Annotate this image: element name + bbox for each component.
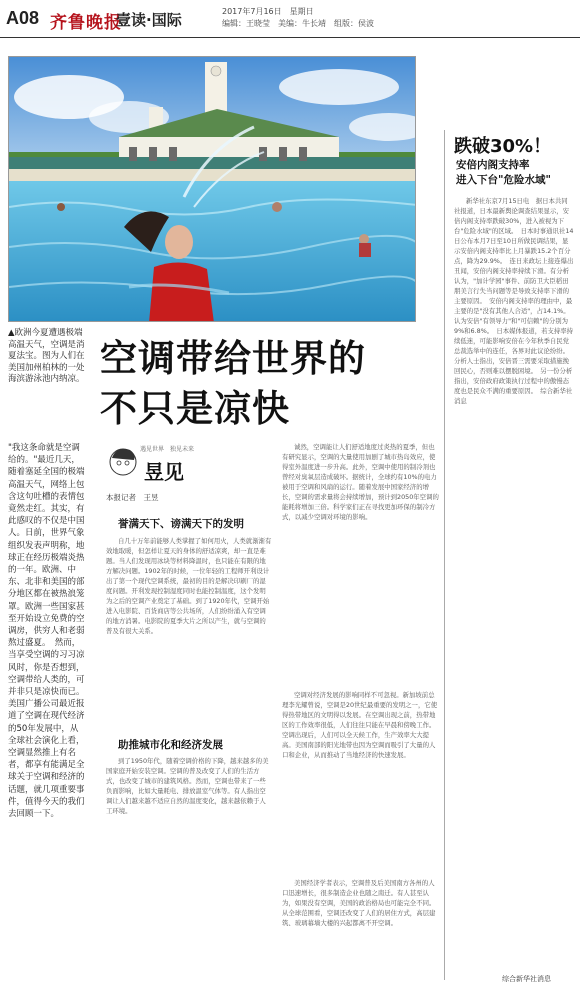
main-headline	[100, 334, 430, 434]
section-title: 壹读·国际	[116, 11, 182, 29]
reporter-line: 本报记者 王昱	[106, 493, 159, 502]
sidebar-title: 跌破30%！	[454, 136, 552, 157]
body-column-1b	[106, 756, 272, 971]
pool-photo-graphic	[9, 57, 416, 322]
headline-line-1: 空调带给世界的	[100, 337, 366, 380]
editor-line: 编辑：王晓莹 美编：牛长靖 组版：侯波	[222, 19, 374, 28]
sidebar-paragraph: 新华社东京7月15日电 据日本共同社报道，日本最新舆论调查结果显示，安倍内阁支持率跌破30%，进入被视为下台"危险水域"的区域。 日本时事通讯社14日公布本月7日至10日所做民调结果，显示安倍内阁支持率比上月暴跌15.2个百分点，降为29.9%。 连日来政坛上接连爆出丑闻，安倍内阁支持率持续下滑。有分析认为，"加计学园"事件、前防卫大臣稻田朋美言行失当问题等是导致支持率下滑的主要原因。 安倍内阁支持率的理由中，最主要的是"没有其他人合适"，占14.1%。认为安倍"有领导力"和"可信赖"的分别为9%和6.8%。 日本媒体报道，若支持率持续低迷，可能影响安倍在今年秋季自民党总裁选举中的连任，各界对此议论纷纷。分析人士指出，安倍晋三需要采取措施挽回民心，否则难以摆脱困境。 另一份分析指出，安倍政府政策执行过程中的傲慢态度也是民众不满的重要原因。 综合新华社消息	[454, 197, 574, 405]
body-column-3	[282, 690, 440, 870]
body-paragraph: 诚然，空调能让人们舒适地度过炎热的夏季，但也有研究显示，空调的大量使用加剧了城市热岛效应，使得室外温度进一步升高。此外，空调中使用的制冷剂也曾经对臭氧层造成破坏。据统计，全球约有10%的电力被用于空调和风扇的运行。随着发展中国家经济的增长，空调的需求量将会持续增加，预计到2050年空调的能耗将增加三倍。科学家们正在寻找更加环保的制冷方式，以减少空调对环境的影响。	[282, 443, 439, 521]
column-tag: 遇见世界 独见未来	[140, 446, 195, 453]
body-column-2	[282, 442, 440, 682]
body-column-bottom	[282, 878, 440, 970]
sidebar-subtitle-line-1: 安倍内阁支持率	[456, 159, 530, 171]
headline-line-2: 不只是凉快	[100, 387, 290, 430]
sidebar-subtitle	[456, 158, 580, 188]
column-divider	[444, 130, 445, 980]
body-paragraph: 空调对经济发展的影响同样不可忽视。新加坡前总理李光耀曾说，空调是20世纪最重要的发明之一，它使得热带地区的文明得以发展。在空调出现之前，热带地区的工作效率很低，人们往往只能在早晨和傍晚工作。空调出现后，人们可以全天候工作，生产效率大大提高。美国南部的阳光地带也因为空调而吸引了大量的人口和企业，从而推动了当地经济的快速发展。	[282, 691, 438, 759]
subhead-1: 誉满天下、谤满天下的发明	[118, 518, 244, 530]
body-column-1a	[106, 536, 272, 732]
column-byline	[106, 442, 195, 488]
column-name: 昱见	[144, 460, 184, 484]
body-paragraph: 自几十万年前能够人类掌握了如何用火，人类就渐渐有效地取暖，但怎样让夏天的身体的舒适凉爽，却一直是难题。当人们发现用冰块等材料降温时，也只能在有限的地方解决问题。1902年的时候，一位年轻的工程师开利设计出了第一个现代空调系统，最初的目的是解决印刷厂的湿度问题。开利发现控制湿度同时也能控制温度，这个发明为之后的空调产业奠定了基础。到了1920年代，空调开始进入电影院、百货商店等公共场所，人们纷纷涌入有空调的地方消暑。电影院的夏季大片之所以产生，就与空调的普及有很大关系。	[106, 537, 272, 635]
page-header	[0, 0, 580, 38]
source-credit: 综合新华社消息	[502, 975, 551, 983]
intro-column: "我这条命就是空调给的。"最近几天，随着塞延全国的极端高温天气，网络上包含这句吐槽的表情包竟然走红。其实，有此感叹的不仅是中国人。日前，世界气象组织发表声明称，地球正在经历极端炎热的一年。欧洲、中东、北非和美国的部分地区都在被热浪笼罩。欧洲一些国家甚至开始设立免费的空调房，供穷人和老弱熬过盛夏。 然而，当享受空调的习习凉风时，你是否想到，空调带给人类的，可并非只是凉快而已。美国广播公司最近报道了空调在现代经济的50年发展中，从全球社会演化上看，空调显然推上有名者，都享有能满足全球关于空调和经济的话题，就几项重要事件，值得今天的我们去回顾一下。	[8, 443, 85, 820]
sidebar-subtitle-line-2: 进入下台"危险水域"	[456, 174, 551, 186]
body-paragraph: 到了1950年代，随着空调价格的下降，越来越多的美国家庭开始安装空调。空调的普及改变了人们的生活方式，也改变了城市的建筑风格。然而，空调也带来了一些负面影响，比如大量耗电、排放温室气体等。有人指出空调让人们越来越不适应自然的温度变化，越来越依赖于人工环境。	[106, 757, 269, 815]
body-paragraph: 美国经济学者表示，空调普及后美国南方各州的人口迅速增长，很多制造企业也随之南迁。有人甚至认为，如果没有空调，美国的政治格局也可能完全不同。从全球范围看，空调还改变了人们的居住方式，高层建筑、玻璃幕墙大楼的兴起都离不开空调。	[282, 879, 436, 927]
pool-photo	[8, 56, 416, 322]
newspaper-logo: 齐鲁晚报	[50, 13, 122, 33]
date-line: 2017年7月16日 星期日	[222, 7, 314, 16]
page-code: A08	[6, 8, 40, 28]
photo-caption: ▲欧洲今夏遭遇极端高温天气，空调是消夏法宝。图为人们在美国加州柏林的一处海滨游泳池内纳凉。	[8, 328, 85, 384]
page-meta	[222, 6, 374, 30]
sidebar-body	[454, 196, 574, 966]
subhead-2: 助推城市化和经济发展	[118, 739, 223, 751]
